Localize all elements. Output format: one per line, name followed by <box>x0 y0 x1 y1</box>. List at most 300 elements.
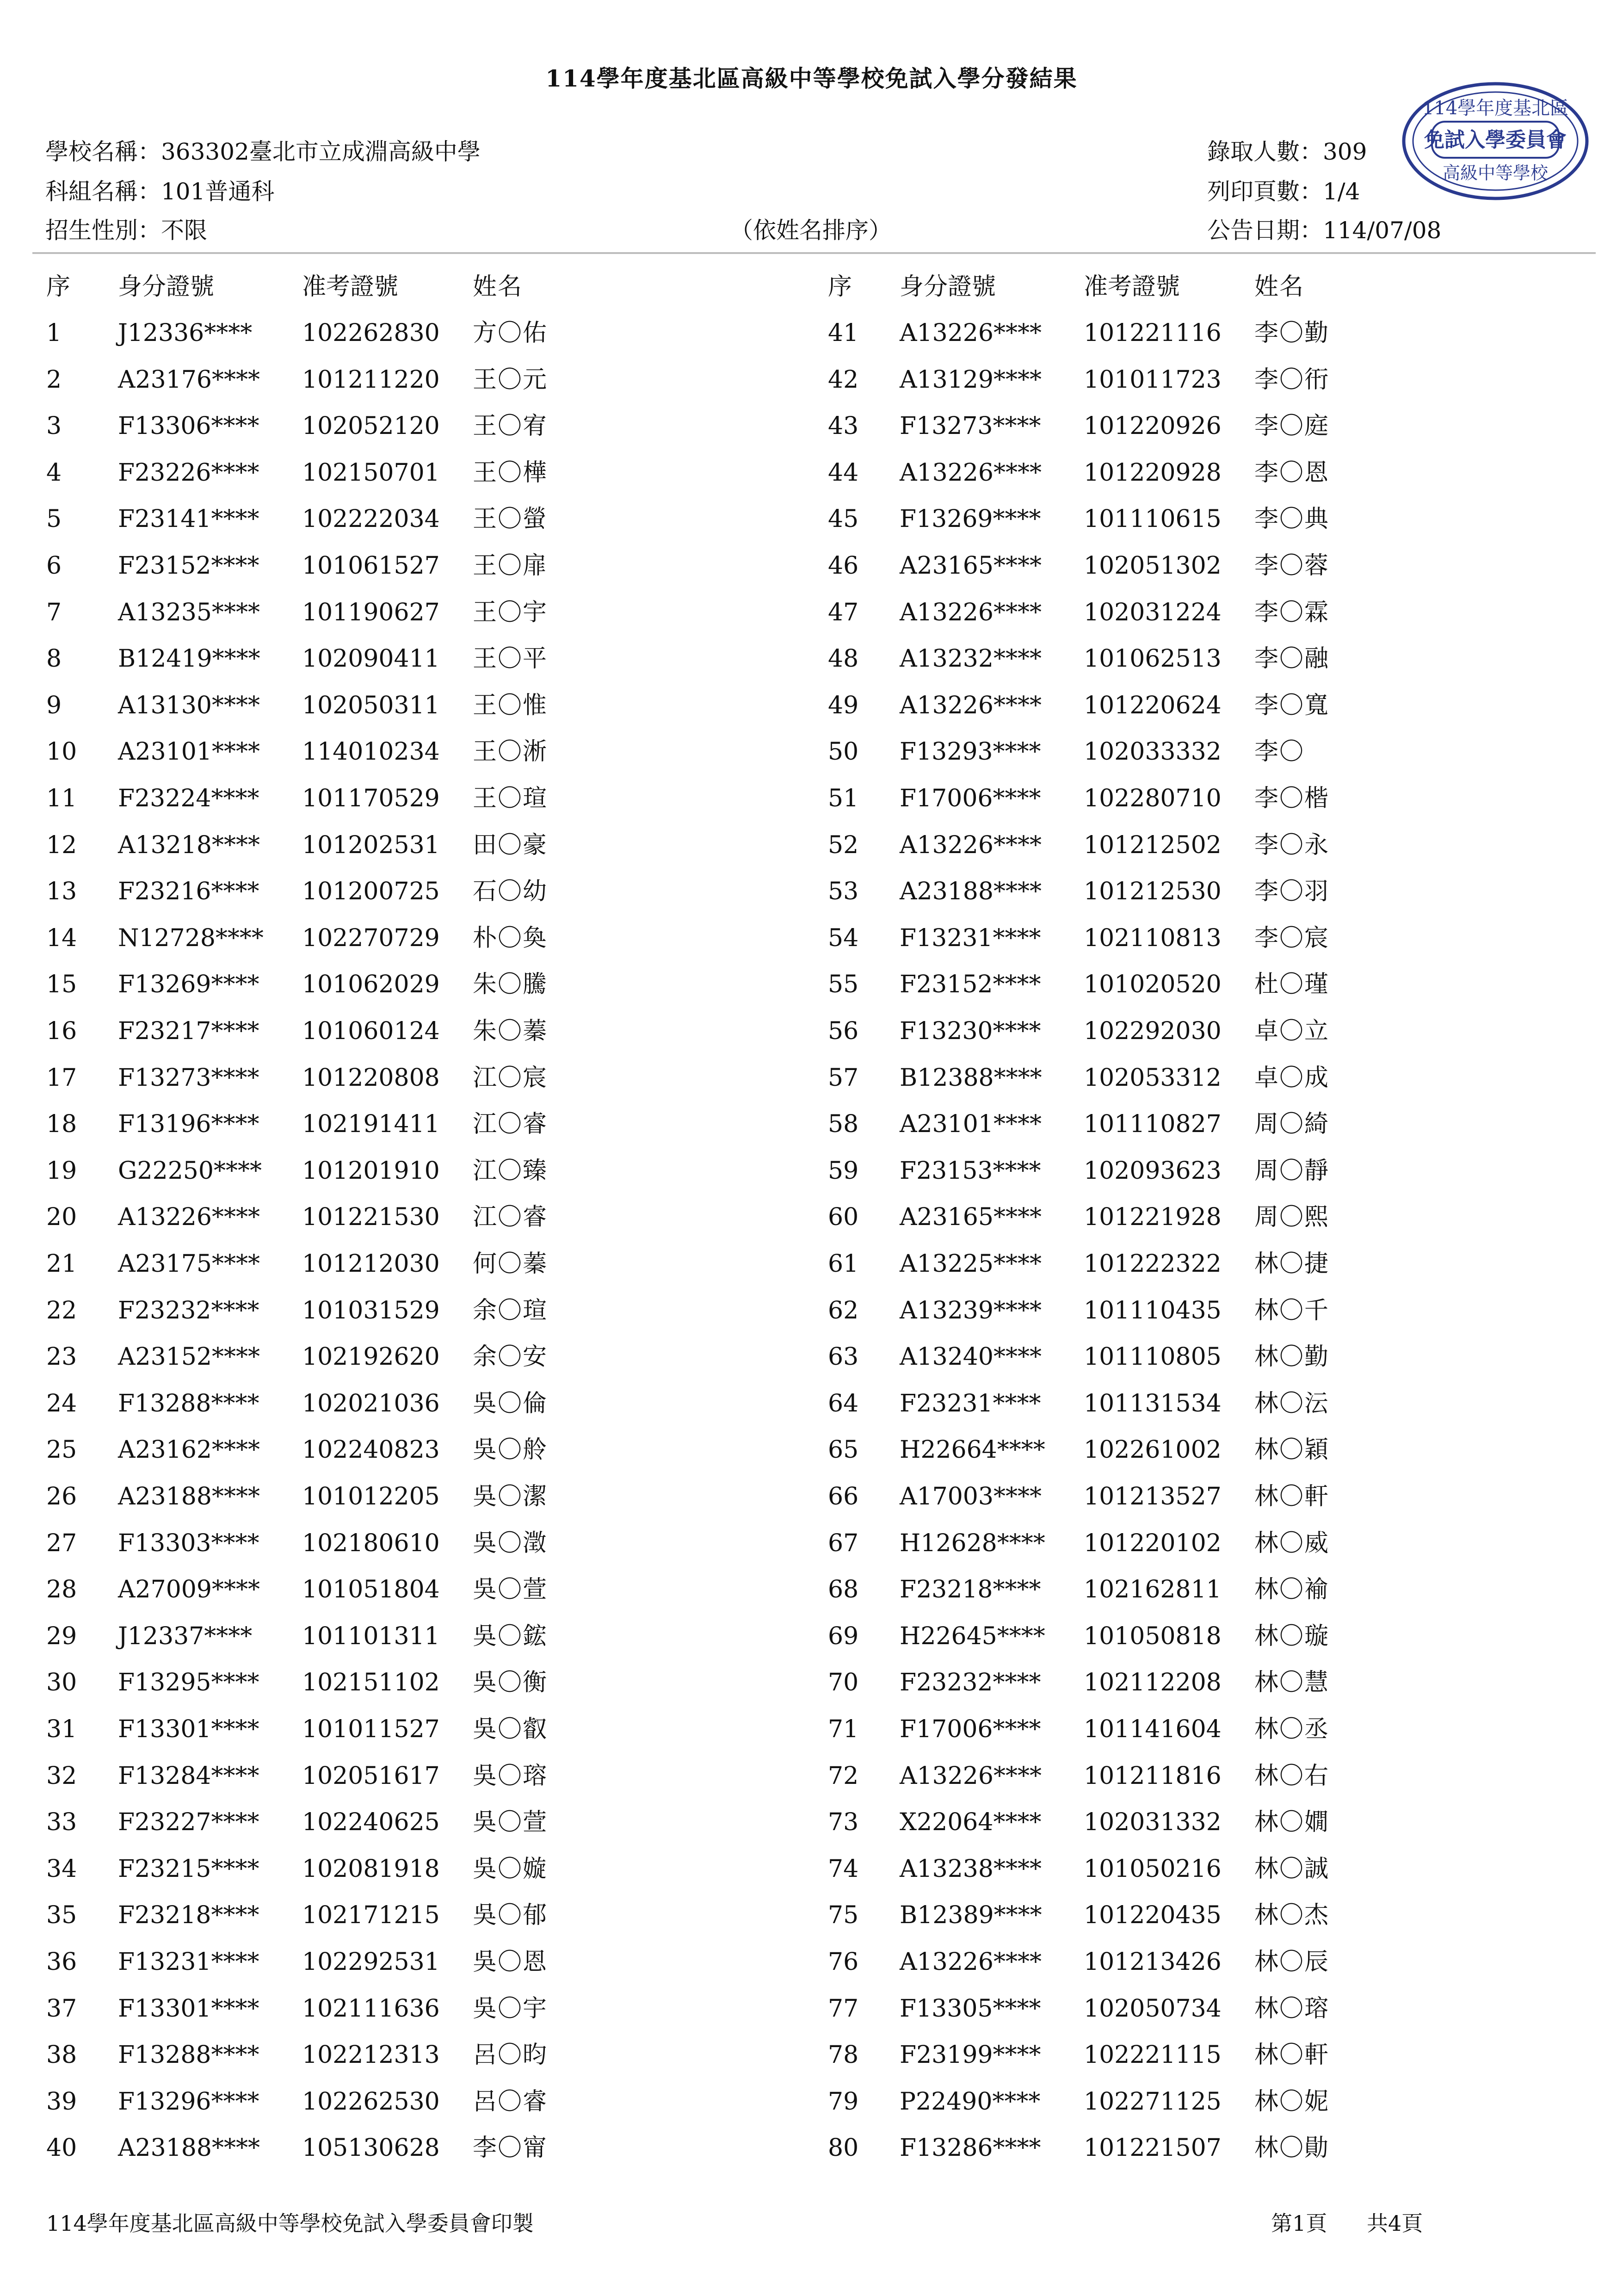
cell-name: 吳〇鋐 <box>473 1622 548 1650</box>
cell-id: A23152**** <box>118 1343 260 1371</box>
cell-name: 李〇甯 <box>473 2134 548 2162</box>
cell-name: 石〇幼 <box>473 878 548 906</box>
table-row <box>828 922 1499 954</box>
cell-name: 王〇宇 <box>473 598 548 626</box>
table-row <box>828 1201 1499 1233</box>
table-row <box>46 1062 717 1094</box>
table-row <box>46 1899 717 1931</box>
cell-seq: 30 <box>46 1669 77 1697</box>
cell-id: A13129**** <box>900 365 1042 394</box>
cell-name: 林〇褕 <box>1254 1576 1330 1604</box>
cell-name: 林〇捷 <box>1254 1250 1330 1278</box>
cell-name: 卓〇立 <box>1254 1017 1330 1045</box>
table-row <box>828 1946 1499 1978</box>
cell-name: 李〇寬 <box>1254 691 1330 719</box>
cell-seq: 39 <box>46 2087 77 2116</box>
table-row <box>46 1573 717 1606</box>
table-row <box>828 1341 1499 1373</box>
cell-name: 方〇佑 <box>473 319 548 347</box>
cell-seq: 36 <box>46 1948 77 1976</box>
cell-id: F23224**** <box>118 785 259 812</box>
table-row <box>46 1713 717 1745</box>
table-row <box>46 643 717 675</box>
cell-name: 林〇威 <box>1254 1529 1330 1557</box>
cell-id: F17006**** <box>900 1715 1041 1743</box>
cell-seq: 6 <box>46 552 62 580</box>
cell-exam: 102240625 <box>302 1808 440 1837</box>
cell-id: A13225**** <box>900 1250 1042 1278</box>
cell-name: 王〇樺 <box>473 458 548 487</box>
cell-name: 王〇惟 <box>473 691 548 719</box>
cell-id: F13288**** <box>118 2041 259 2069</box>
cell-seq: 56 <box>828 1017 859 1045</box>
cell-name: 林〇慧 <box>1254 1669 1330 1697</box>
cell-exam: 102240823 <box>302 1436 440 1464</box>
cell-name: 李〇羽 <box>1254 878 1330 906</box>
cell-name: 林〇杰 <box>1254 1901 1330 1930</box>
table-row <box>46 1620 717 1652</box>
cell-exam: 101031529 <box>302 1296 440 1324</box>
cell-seq: 24 <box>46 1389 77 1417</box>
cell-exam: 101221116 <box>1084 319 1222 347</box>
cell-name: 朱〇蓁 <box>473 1017 548 1045</box>
cell-exam: 101212530 <box>1084 878 1222 906</box>
cell-exam: 102051617 <box>302 1762 440 1790</box>
cell-exam: 102222034 <box>302 505 440 533</box>
cell-name: 吳〇潔 <box>473 1483 548 1510</box>
cell-name: 李〇蓉 <box>1254 552 1330 580</box>
cell-seq: 4 <box>46 458 62 487</box>
table-row <box>828 410 1499 442</box>
cell-name: 江〇宸 <box>473 1064 548 1092</box>
cell-name: 李〇融 <box>1254 645 1330 673</box>
cell-seq: 75 <box>828 1901 859 1930</box>
cell-seq: 47 <box>828 598 859 626</box>
table-row <box>46 689 717 722</box>
cell-seq: 63 <box>828 1343 859 1371</box>
cell-name: 林〇辰 <box>1254 1948 1330 1976</box>
cell-name: 田〇豪 <box>473 831 548 859</box>
cell-exam: 101200725 <box>302 878 440 906</box>
table-row <box>46 922 717 954</box>
cell-id: F23152**** <box>900 971 1041 999</box>
seal-bottom-text: 高級中等學校 <box>1442 163 1549 183</box>
table-row <box>46 2039 717 2071</box>
cell-id: B12388**** <box>900 1064 1042 1092</box>
cell-id: F13269**** <box>118 971 259 999</box>
cell-seq: 65 <box>828 1436 859 1464</box>
cell-seq: 78 <box>828 2041 859 2069</box>
cell-exam: 101061527 <box>302 552 440 580</box>
header-exam: 准考證號 <box>302 273 399 301</box>
header-name: 姓名 <box>473 273 523 301</box>
cell-seq: 29 <box>46 1622 77 1650</box>
table-row <box>46 410 717 442</box>
cell-id: A13232**** <box>900 645 1042 673</box>
cell-name: 李〇恩 <box>1254 458 1330 487</box>
table-row <box>46 457 717 489</box>
cell-name: 林〇千 <box>1254 1296 1330 1324</box>
cell-name: 李〇楷 <box>1254 785 1330 812</box>
table-row <box>828 503 1499 535</box>
table-row <box>46 1666 717 1699</box>
table-row <box>46 1201 717 1233</box>
cell-exam: 102271125 <box>1084 2087 1222 2116</box>
table-row <box>828 1853 1499 1885</box>
header-id: 身分證號 <box>118 273 215 301</box>
table-row <box>828 875 1499 908</box>
cell-id: A13239**** <box>900 1296 1042 1324</box>
cell-name: 江〇睿 <box>473 1110 548 1139</box>
table-row <box>46 1946 717 1978</box>
cell-exam: 102191411 <box>302 1110 440 1139</box>
cell-exam: 105130628 <box>302 2134 440 2162</box>
table-row <box>46 1155 717 1187</box>
table-row <box>828 1713 1499 1745</box>
cell-id: A13226**** <box>900 831 1042 859</box>
cell-name: 吳〇宇 <box>473 1994 548 2023</box>
table-row <box>46 1387 717 1420</box>
cell-name: 林〇軒 <box>1254 2041 1330 2069</box>
cell-id: F23231**** <box>900 1389 1041 1417</box>
cell-seq: 8 <box>46 645 62 673</box>
cell-seq: 19 <box>46 1157 77 1185</box>
table-row <box>828 689 1499 722</box>
cell-exam: 101190627 <box>302 598 440 626</box>
cell-exam: 101220928 <box>1084 458 1222 487</box>
table-row <box>46 317 717 349</box>
cell-name: 杜〇瑾 <box>1254 971 1330 999</box>
cell-exam: 102270729 <box>302 924 440 952</box>
cell-exam: 101213426 <box>1084 1948 1222 1976</box>
cell-seq: 35 <box>46 1901 77 1930</box>
cell-id: A23188**** <box>118 1483 260 1510</box>
cell-exam: 101201910 <box>302 1157 440 1185</box>
cell-id: A13226**** <box>900 1762 1042 1790</box>
cell-exam: 102050311 <box>302 691 440 719</box>
header-id: 身分證號 <box>900 273 996 301</box>
table-row <box>46 596 717 629</box>
cell-seq: 21 <box>46 1250 77 1278</box>
cell-id: A23101**** <box>900 1110 1042 1139</box>
cell-id: G22250**** <box>118 1157 262 1185</box>
cell-exam: 101062513 <box>1084 645 1222 673</box>
cell-id: B12389**** <box>900 1901 1042 1930</box>
cell-id: F13230**** <box>900 1017 1041 1045</box>
cell-exam: 102262830 <box>302 319 440 347</box>
cell-id: A13226**** <box>900 691 1042 719</box>
table-row <box>46 1294 717 1327</box>
cell-name: 吳〇嫙 <box>473 1855 548 1883</box>
cell-seq: 77 <box>828 1994 859 2023</box>
cell-id: F23232**** <box>118 1296 259 1324</box>
header-seq: 序 <box>46 273 71 301</box>
table-row <box>46 829 717 861</box>
cell-name: 吳〇瑢 <box>473 1762 548 1790</box>
cell-id: A23165**** <box>900 552 1042 580</box>
cell-name: 林〇勤 <box>1254 1343 1330 1371</box>
cell-seq: 17 <box>46 1064 77 1092</box>
cell-seq: 42 <box>828 365 859 394</box>
table-row <box>828 1806 1499 1838</box>
cell-seq: 51 <box>828 785 859 812</box>
cell-name: 呂〇昀 <box>473 2041 548 2069</box>
table-row <box>828 1620 1499 1652</box>
cell-exam: 101020520 <box>1084 971 1222 999</box>
cell-id: J12337**** <box>118 1622 253 1650</box>
cell-name: 周〇靜 <box>1254 1157 1330 1185</box>
document-title: 114學年度基北區高級中等學校免試入學分發結果 <box>545 65 1078 92</box>
table-row <box>46 968 717 1001</box>
cell-seq: 22 <box>46 1296 77 1324</box>
cell-name: 吳〇倫 <box>473 1389 548 1417</box>
cell-id: A13226**** <box>900 458 1042 487</box>
cell-name: 林〇右 <box>1254 1762 1330 1790</box>
cell-seq: 40 <box>46 2134 77 2162</box>
cell-name: 林〇沄 <box>1254 1389 1330 1417</box>
cell-exam: 101060124 <box>302 1017 440 1045</box>
header-exam: 准考證號 <box>1084 273 1180 301</box>
cell-id: F13273**** <box>900 412 1041 440</box>
table-row <box>828 1480 1499 1513</box>
cell-exam: 102053312 <box>1084 1064 1222 1092</box>
cell-name: 王〇扉 <box>473 552 548 580</box>
cell-seq: 11 <box>46 785 77 812</box>
table-row <box>828 1666 1499 1699</box>
cell-exam: 102093623 <box>1084 1157 1222 1185</box>
cell-seq: 46 <box>828 552 859 580</box>
cell-name: 林〇勛 <box>1254 2134 1330 2162</box>
table-row <box>828 550 1499 582</box>
cell-id: A13226**** <box>900 319 1042 347</box>
cell-exam: 101221530 <box>302 1203 440 1232</box>
enrollment-gender: 招生性別：不限 <box>45 217 207 244</box>
cell-seq: 7 <box>46 598 62 626</box>
table-row <box>828 1248 1499 1280</box>
table-row <box>828 457 1499 489</box>
table-row <box>46 1015 717 1047</box>
table-header-right <box>828 271 1499 303</box>
table-row <box>46 1341 717 1373</box>
cell-name: 王〇元 <box>473 365 548 394</box>
cell-id: N12728**** <box>118 924 264 952</box>
seal-center-text: 免試入學委員會 <box>1424 128 1567 152</box>
cell-seq: 15 <box>46 971 77 999</box>
cell-exam: 101212030 <box>302 1250 440 1278</box>
table-row <box>828 968 1499 1001</box>
cell-seq: 73 <box>828 1808 859 1837</box>
cell-id: F13286**** <box>900 2134 1041 2162</box>
cell-seq: 48 <box>828 645 859 673</box>
table-row <box>828 317 1499 349</box>
cell-seq: 9 <box>46 691 62 719</box>
cell-seq: 68 <box>828 1576 859 1604</box>
cell-id: F23216**** <box>118 878 259 906</box>
table-row <box>828 1899 1499 1931</box>
cell-name: 林〇嫺 <box>1254 1808 1330 1837</box>
admitted-count: 錄取人數：309 <box>1207 138 1367 165</box>
cell-seq: 66 <box>828 1483 859 1510</box>
cell-id: A23162**** <box>118 1436 260 1464</box>
cell-seq: 38 <box>46 2041 77 2069</box>
cell-seq: 58 <box>828 1110 859 1139</box>
table-row <box>828 1294 1499 1327</box>
cell-exam: 101110805 <box>1084 1343 1222 1371</box>
cell-id: P22490**** <box>900 2087 1041 2116</box>
cell-name: 林〇妮 <box>1254 2087 1330 2116</box>
cell-id: F13273**** <box>118 1064 259 1092</box>
cell-exam: 102280710 <box>1084 785 1222 812</box>
cell-seq: 76 <box>828 1948 859 1976</box>
cell-seq: 45 <box>828 505 859 533</box>
cell-seq: 57 <box>828 1064 859 1092</box>
cell-exam: 102221115 <box>1084 2041 1222 2069</box>
cell-name: 吳〇萱 <box>473 1576 548 1604</box>
cell-seq: 2 <box>46 365 62 394</box>
table-row <box>828 1527 1499 1560</box>
cell-seq: 37 <box>46 1994 77 2023</box>
cell-name: 林〇璇 <box>1254 1622 1330 1650</box>
cell-exam: 102031224 <box>1084 598 1222 626</box>
cell-id: F13231**** <box>118 1948 259 1976</box>
cell-exam: 102081918 <box>302 1855 440 1883</box>
cell-id: F13196**** <box>118 1110 259 1139</box>
cell-id: F23218**** <box>900 1576 1041 1604</box>
cell-seq: 79 <box>828 2087 859 2116</box>
cell-seq: 34 <box>46 1855 77 1883</box>
cell-id: A27009**** <box>118 1576 260 1604</box>
cell-id: F23152**** <box>118 552 259 580</box>
cell-exam: 101012205 <box>302 1483 440 1510</box>
table-row <box>46 1480 717 1513</box>
cell-exam: 101221507 <box>1084 2134 1222 2162</box>
cell-exam: 102033332 <box>1084 738 1222 766</box>
table-row <box>828 1387 1499 1420</box>
cell-seq: 10 <box>46 738 77 766</box>
cell-seq: 27 <box>46 1529 77 1557</box>
cell-name: 李〇勤 <box>1254 319 1330 347</box>
sort-note: （依姓名排序） <box>730 217 892 244</box>
cell-id: H22664**** <box>900 1436 1045 1464</box>
cell-seq: 64 <box>828 1389 859 1417</box>
cell-id: F13301**** <box>118 1715 259 1743</box>
cell-name: 王〇平 <box>473 645 548 673</box>
table-row <box>828 1573 1499 1606</box>
cell-name: 吳〇衡 <box>473 1669 548 1697</box>
cell-id: A13226**** <box>900 1948 1042 1976</box>
cell-seq: 33 <box>46 1808 77 1837</box>
cell-seq: 26 <box>46 1483 77 1510</box>
cell-id: F13284**** <box>118 1762 259 1790</box>
cell-name: 吳〇澂 <box>473 1529 548 1557</box>
cell-name: 吳〇叡 <box>473 1715 548 1743</box>
cell-id: H22645**** <box>900 1622 1045 1650</box>
cell-name: 林〇軒 <box>1254 1483 1330 1510</box>
cell-id: A17003**** <box>900 1483 1042 1510</box>
cell-exam: 101011723 <box>1084 365 1222 394</box>
cell-id: A23188**** <box>900 878 1042 906</box>
cell-exam: 102151102 <box>302 1669 440 1697</box>
cell-seq: 59 <box>828 1157 859 1185</box>
cell-id: F23227**** <box>118 1808 259 1837</box>
cell-seq: 14 <box>46 924 77 952</box>
cell-seq: 31 <box>46 1715 77 1743</box>
table-row <box>828 829 1499 861</box>
table-row <box>828 596 1499 629</box>
table-row <box>828 1062 1499 1094</box>
cell-exam: 101202531 <box>302 831 440 859</box>
cell-id: F23226**** <box>118 458 259 487</box>
cell-seq: 43 <box>828 412 859 440</box>
cell-name: 朴〇奐 <box>473 924 548 952</box>
table-row <box>828 1993 1499 2025</box>
cell-name: 王〇螢 <box>473 505 548 533</box>
cell-id: F13296**** <box>118 2087 259 2116</box>
table-row <box>828 1015 1499 1047</box>
cell-name: 王〇宥 <box>473 412 548 440</box>
cell-name: 吳〇舲 <box>473 1436 548 1464</box>
cell-id: A13218**** <box>118 831 260 859</box>
cell-id: F23232**** <box>900 1669 1041 1697</box>
table-header-left <box>46 271 717 303</box>
cell-seq: 55 <box>828 971 859 999</box>
cell-seq: 72 <box>828 1762 859 1790</box>
cell-exam: 101220435 <box>1084 1901 1222 1930</box>
cell-name: 江〇臻 <box>473 1157 548 1185</box>
cell-exam: 102050734 <box>1084 1994 1222 2023</box>
table-row <box>46 2132 717 2164</box>
table-row <box>828 736 1499 768</box>
cell-exam: 101141604 <box>1084 1715 1222 1743</box>
table-row <box>46 1993 717 2025</box>
cell-seq: 74 <box>828 1855 859 1883</box>
cell-exam: 101011527 <box>302 1715 440 1743</box>
table-row <box>46 1527 717 1560</box>
cell-seq: 49 <box>828 691 859 719</box>
cell-exam: 101222322 <box>1084 1250 1222 1278</box>
footer-page-number: 第1頁 <box>1271 2211 1327 2236</box>
cell-exam: 101062029 <box>302 971 440 999</box>
cell-name: 李〇衎 <box>1254 365 1330 394</box>
table-row <box>46 1434 717 1466</box>
cell-exam: 101110435 <box>1084 1296 1222 1324</box>
cell-id: X22064**** <box>900 1808 1042 1837</box>
cell-exam: 102110813 <box>1084 924 1222 952</box>
table-row <box>828 643 1499 675</box>
cell-id: H12628**** <box>900 1529 1045 1557</box>
cell-id: F23141**** <box>118 505 259 533</box>
cell-seq: 61 <box>828 1250 859 1278</box>
cell-id: J12336**** <box>118 319 253 347</box>
cell-seq: 5 <box>46 505 62 533</box>
cell-id: F13306**** <box>118 412 259 440</box>
cell-id: F13288**** <box>118 1389 259 1417</box>
cell-seq: 67 <box>828 1529 859 1557</box>
cell-id: A23165**** <box>900 1203 1042 1232</box>
cell-exam: 102192620 <box>302 1343 440 1371</box>
cell-seq: 16 <box>46 1017 77 1045</box>
announce-date: 公告日期：114/07/08 <box>1207 217 1442 244</box>
cell-exam: 101221928 <box>1084 1203 1222 1232</box>
cell-seq: 54 <box>828 924 859 952</box>
cell-id: F13301**** <box>118 1994 259 2023</box>
cell-exam: 102021036 <box>302 1389 440 1417</box>
cell-exam: 114010234 <box>302 738 440 766</box>
cell-name: 李〇庭 <box>1254 412 1330 440</box>
cell-seq: 44 <box>828 458 859 487</box>
cell-seq: 3 <box>46 412 62 440</box>
cell-name: 林〇誠 <box>1254 1855 1330 1883</box>
